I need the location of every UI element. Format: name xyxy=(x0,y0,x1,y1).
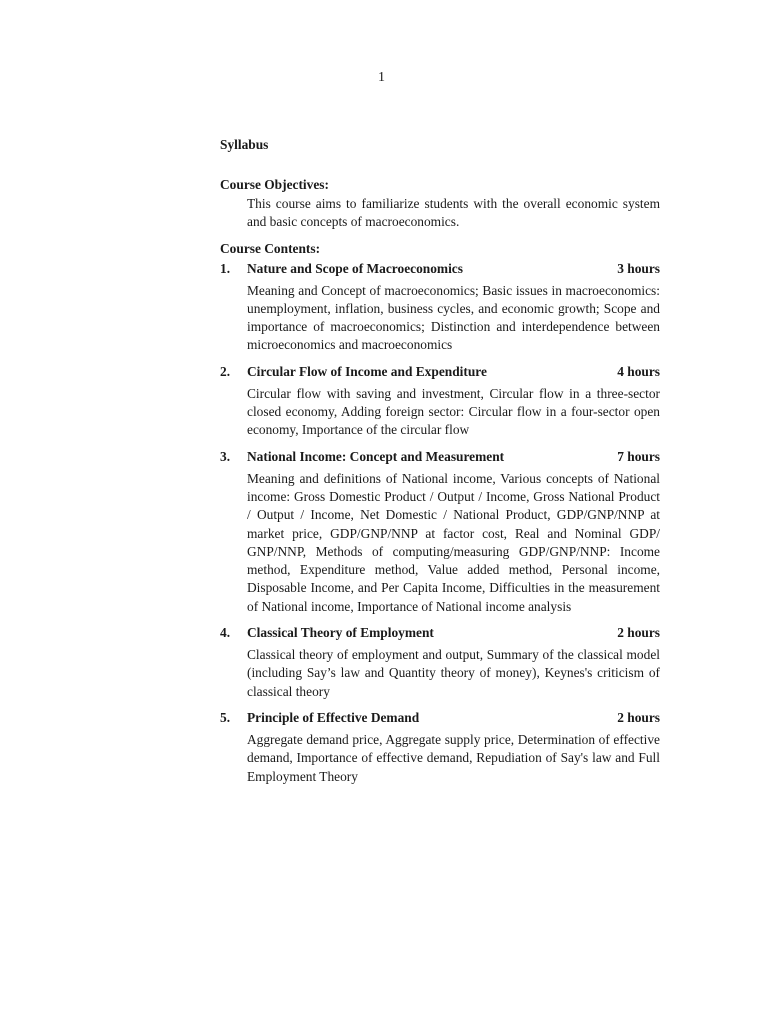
unit-5 xyxy=(220,709,660,786)
unit-title: Principle of Effective Demand xyxy=(247,709,420,725)
unit-1 xyxy=(220,260,660,355)
unit-2 xyxy=(220,363,660,440)
unit-hours: 7 hours xyxy=(617,448,660,464)
course-objectives-text: This course aims to familiarize students with the overall economic system and basic concepts of macroeconomics. xyxy=(247,196,660,230)
unit-number: 4. xyxy=(220,625,231,641)
unit-number: 5. xyxy=(220,709,231,725)
unit-heading xyxy=(220,260,660,278)
unit-hours: 2 hours xyxy=(617,625,660,641)
unit-title: National Income: Concept and Measurement xyxy=(247,448,505,464)
unit-description: Aggregate demand price, Aggregate supply price, Determination of effective demand, Importance of effective demand, Repudiation of Say's law and Full Employment Theory xyxy=(247,731,660,784)
unit-number: 3. xyxy=(220,448,231,464)
unit-heading xyxy=(220,448,660,466)
unit-3 xyxy=(220,448,660,616)
unit-description: Classical theory of employment and output, Summary of the classical model (including Say’s law and Quantity theory of money), Keynes's criticism of classical theory xyxy=(247,647,660,699)
unit-4 xyxy=(220,624,660,701)
unit-heading xyxy=(220,709,660,727)
unit-title: Classical Theory of Employment xyxy=(247,625,434,641)
unit-description: Meaning and Concept of macroeconomics; Basic issues in macroeconomics: unemployment, inflation, business cycles, and economic growth; Scope and importance of macroeconomics; Distinction and interdependence between microeconomics and macroeconomics xyxy=(247,282,660,353)
course-contents-heading: Course Contents: xyxy=(220,240,321,256)
unit-hours: 4 hours xyxy=(617,363,660,379)
unit-hours: 2 hours xyxy=(617,709,660,725)
unit-number: 2. xyxy=(220,363,231,379)
syllabus-content xyxy=(220,137,660,786)
course-objectives-heading: Course Objectives: xyxy=(220,177,329,192)
unit-title: Nature and Scope of Macroeconomics xyxy=(247,260,463,276)
unit-number: 1. xyxy=(220,260,231,276)
unit-hours: 3 hours xyxy=(617,260,660,276)
unit-heading xyxy=(220,363,660,381)
page-number: 1 xyxy=(378,70,385,85)
unit-description: Meaning and definitions of National income, Various concepts of National income: Gross Domestic Product / Output / Income, Gross National Product / Output / Income, Net Domestic / National Product, GDP/GNP/NNP at market price, GDP/GNP/NNP at factor cost, Real and Nominal GDP/ GNP/NNP, Methods of computing/measuring GDP/GNP/NNP: Income method, Expenditure method, Value added method, Personal income, Disposable Income, and Per Capita Income, Difficulties in the measurement of National income, Importance of National income analysis xyxy=(247,470,660,614)
syllabus-title: Syllabus xyxy=(220,137,269,152)
unit-description: Circular flow with saving and investment, Circular flow in a three-sector closed economy, Adding foreign sector: Circular flow in a four-sector open economy, Importance of the circular flow xyxy=(247,385,660,438)
unit-heading xyxy=(220,624,660,642)
unit-title: Circular Flow of Income and Expenditure xyxy=(247,363,487,379)
